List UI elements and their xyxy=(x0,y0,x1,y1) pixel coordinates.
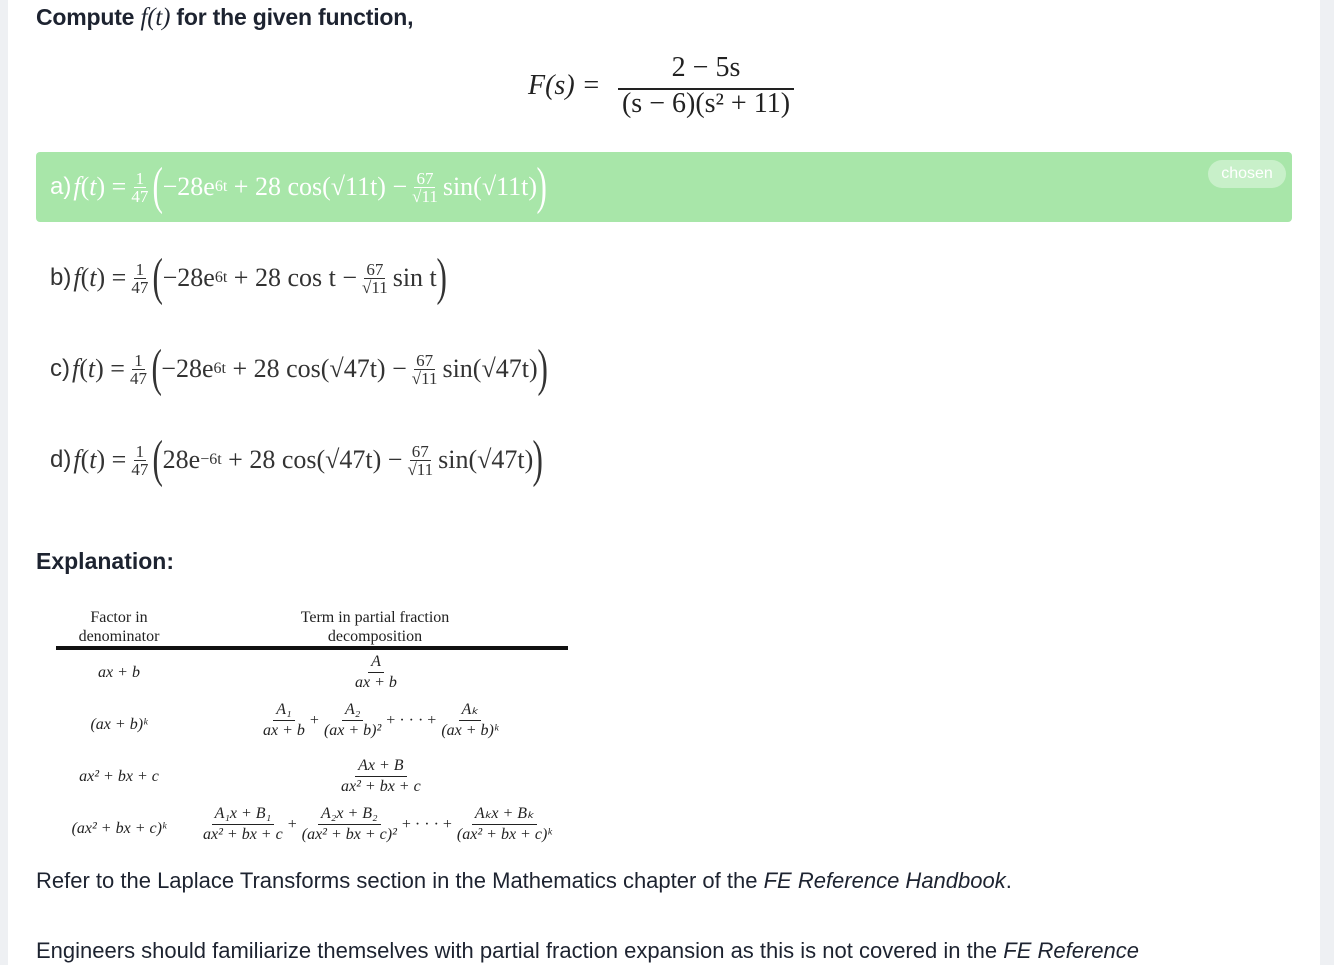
term-sine: sin t xyxy=(392,263,437,292)
term-exponential: −28e xyxy=(162,172,215,201)
sine-coefficient: $\frac{67}{√11}$ xyxy=(411,350,438,388)
table-term-3: $\frac{Ax + B}{\text{ax² + bx + c}}$ xyxy=(341,757,421,795)
equation-lhs: F(s) = xyxy=(528,70,601,101)
term-exponential: −28e xyxy=(161,354,214,383)
answer-option-c[interactable]: c) f ( t ) = $\frac{1}{47}$ ( −28e 6t + 28 cos(√47t) − $\frac{67}{√11}$ sin(√47t) ) xyxy=(50,340,548,397)
coefficient-fraction: $\frac{1}{47}$ xyxy=(131,259,149,297)
coefficient-fraction: $\frac{1}{47}$ xyxy=(129,350,147,388)
table-header-factor: Factor in denominator xyxy=(78,609,160,645)
chosen-badge: chosen xyxy=(1208,160,1286,188)
exponent: −6t xyxy=(200,451,222,468)
option-letter: c) xyxy=(50,355,70,382)
exponent: 6t xyxy=(213,360,226,377)
term-exponential: −28e xyxy=(162,263,215,292)
term-cosine: + 28 cos(√47t) − xyxy=(232,354,407,383)
question-prefix: Compute xyxy=(36,4,141,30)
question-text xyxy=(36,4,413,32)
term-sine: sin(√11t) xyxy=(442,172,538,201)
explanation-paragraph-1: Refer to the Laplace Transforms section in the Mathematics chapter of the FE Reference Handbook. xyxy=(36,868,1012,893)
explanation-heading: Explanation: xyxy=(36,548,175,574)
coefficient-fraction: $\frac{1}{47}$ xyxy=(131,168,149,206)
table-factor-2: (ax + b)ᵏ xyxy=(90,716,148,733)
sine-coefficient: $\frac{67}{√11}$ xyxy=(412,168,438,206)
table-header-term: Term in partial fraction decomposition xyxy=(300,609,450,645)
coefficient-fraction: $\frac{1}{47}$ xyxy=(131,441,149,479)
option-letter: d) xyxy=(50,446,72,473)
table-term-4: $\frac{\text{A₁x + B₁}}{\text{ax² + bx + c}}$ + $\frac{\text{A₂x + B₂}}{\text{(ax² + bx + c)²}}$ + · · · + Aₖx + Bₖ (ax² + bx + c)ᵏ xyxy=(203,805,552,843)
equation-denominator: (s − 6)(s² + 11) xyxy=(621,88,791,119)
term-sine: sin(√47t) xyxy=(442,354,538,383)
explanation-paragraph-2: Engineers should familiarize themselves with partial fraction expansion as this is not covered in the FE Reference xyxy=(36,938,1140,963)
partial-fraction-table xyxy=(56,600,568,860)
equation-numerator: 2 − 5s xyxy=(671,52,741,83)
sine-coefficient: $\frac{67}{√11}$ xyxy=(407,441,434,479)
exponent: 6t xyxy=(214,178,228,195)
option-letter: a) xyxy=(50,173,72,200)
answer-option-b[interactable]: b) f ( t ) = $\frac{1}{47}$ ( −28e 6t + 28 cos t − $\frac{67}{√11}$ sin t ) xyxy=(50,249,447,306)
table-factor-1: ax + b xyxy=(98,664,140,681)
question-function: f(t) xyxy=(140,4,171,31)
answer-option-d[interactable]: d) f ( t ) = $\frac{1}{47}$ ( 28e −6t + 28 cos(√47t) − $\frac{67}{√11}$ sin(√47t) ) xyxy=(50,431,544,488)
option-letter: b) xyxy=(50,264,72,291)
term-exponential: 28e xyxy=(162,445,201,474)
table-term-2: $\frac{\text{A₁}}{ax + b}$ + $\frac{\text{A₂}}{\text{(ax + b)²}}$ + · · · + $\frac{\text{Aₖ}}{\text{(ax + b)ᵏ}}$ xyxy=(263,701,499,739)
term-cosine: + 28 cos(√11t) − xyxy=(233,172,408,201)
page xyxy=(8,0,1320,965)
table-factor-3: ax² + bx + c xyxy=(79,768,159,785)
answer-option-a[interactable]: a) f ( t ) = $\frac{1}{47}$ ( −28e 6t + 28 cos(√11t) − $\frac{67}{√11}$ sin(√11t) ) chosen xyxy=(36,152,1292,222)
question-suffix: for the given function, xyxy=(170,4,414,30)
table-rule xyxy=(56,646,568,650)
table-factor-4: (ax² + bx + c)ᵏ xyxy=(71,820,167,837)
term-sine: sin(√47t) xyxy=(438,445,534,474)
table-term-1: $\frac{A}{ax + b}$ xyxy=(355,653,397,691)
sine-coefficient: $\frac{67}{√11}$ xyxy=(362,259,388,297)
exponent: 6t xyxy=(214,269,228,286)
term-cosine: + 28 cos t − xyxy=(233,263,358,292)
term-cosine: + 28 cos(√47t) − xyxy=(228,445,403,474)
